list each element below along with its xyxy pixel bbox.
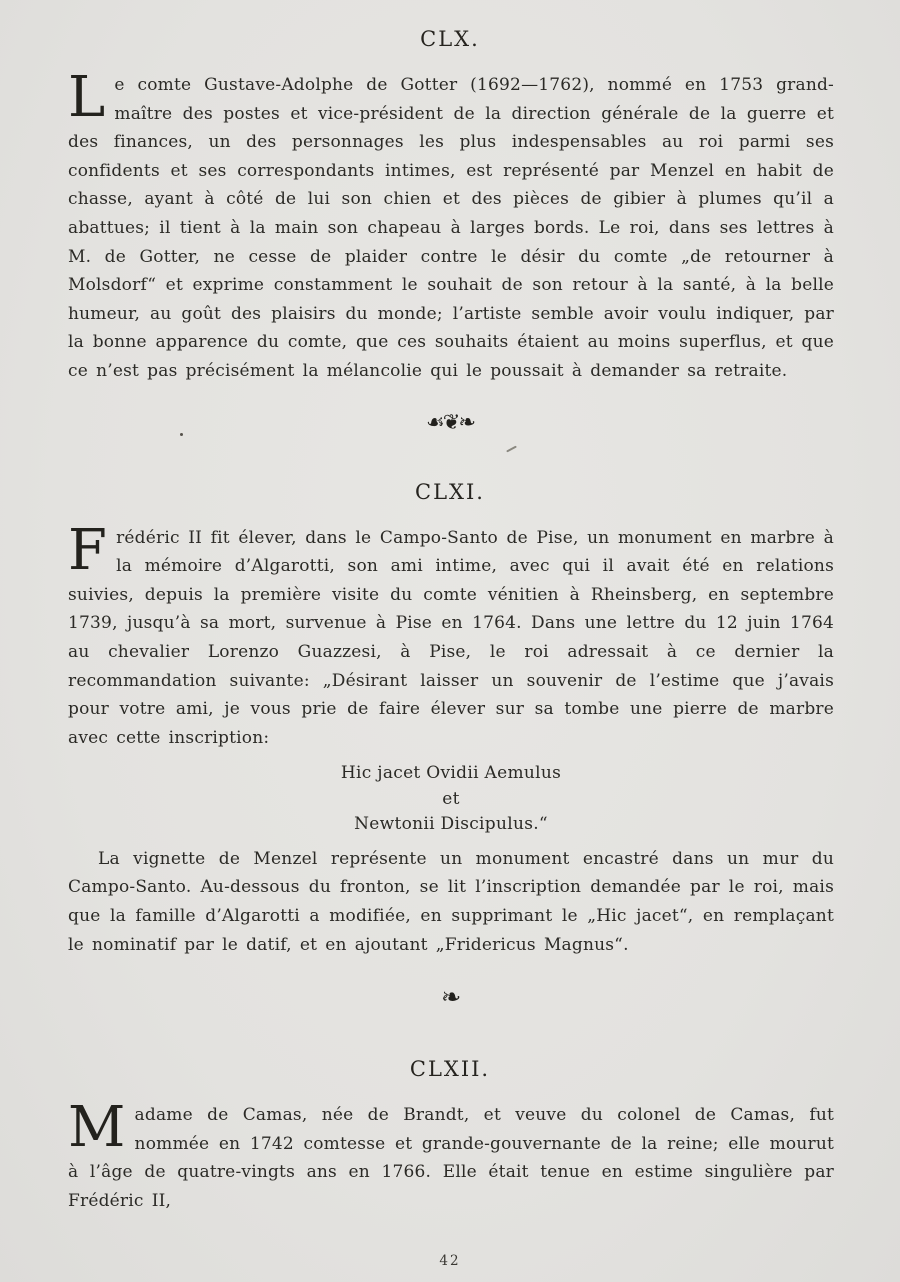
paragraph-clxii (68, 1095, 834, 1215)
paragraph-text: adame de Camas, née de Brandt, et veuve du colonel de Camas, fut nommée en 1742 comtesse et grande-gouvernante de la reine; elle mourut à l’âge de quatre-vingts ans en 1766. Elle était tenue en estime singulière par Frédéric II, (68, 1105, 834, 1211)
page-number: 42 (439, 1253, 461, 1269)
ornament-row-2 (0, 983, 900, 1011)
inscription-line-3: Newtonii Discipulus.“ (354, 814, 548, 835)
text-column (0, 65, 900, 386)
dropcap-letter: F (68, 517, 108, 583)
inscription-line-2: et (442, 788, 460, 809)
ornament-row-1 (0, 410, 900, 434)
text-column (0, 1095, 900, 1215)
paragraph-text: e comte Gustave-Adolphe de Gotter (1692—1762), nommé en 1753 grand-maître des postes et vice-président de la direction générale de la guerre et des finances, un des personnages les plus indespensables au roi parmi ses confidents et ses correspondants intimes, est représenté par Menzel en habit de chasse, ayant à côté de lui son chien et des pièces de gibier à plumes qu’il a abattues; il tient à la main son chapeau à larges bords. Le roi, dans ses lettres à M. de Gotter, ne cesse de plaider contre le désir du comte „de retourner à Molsdorf“ et exprime constamment le souhait de son retour à la santé, à la belle humeur, au goût des plaisirs du monde; l’artiste semble avoir voulu indiquer, par la bonne apparence du comte, que ces souhaits étaient au moins superflus, et que ce n’est pas précisément la mélancolie qui le poussait à demander sa retraite. (68, 75, 834, 381)
dropcap-letter: L (68, 65, 106, 130)
section-heading-clxii: CLXII. (409, 1057, 491, 1082)
inscription-line-1: Hic jacet Ovidii Aemulus (340, 763, 562, 784)
paragraph-clxi (68, 517, 834, 753)
floral-ornament-icon: ☙❦❧ (425, 409, 475, 434)
dropcap-letter: M (68, 1095, 126, 1161)
spacer (0, 454, 900, 480)
section-clx (0, 27, 900, 386)
text-column (0, 517, 900, 960)
spacer (0, 1031, 900, 1057)
section-clxi (0, 480, 900, 960)
section-heading-clx: CLX. (420, 27, 480, 51)
epitaph-inscription (68, 761, 834, 838)
ink-scratch-mark (506, 446, 517, 453)
book-page (0, 27, 900, 1282)
section-clxii (0, 1057, 900, 1215)
paragraph-text: rédéric II fit élever, dans le Campo-Santo de Pise, un monument en marbre à la mémoire d’Algarotti, son ami intime, avec qui il avait été en relations suivies, depuis la première visite du comte vénitien à Rheinsberg, en septembre 1739, jusqu’à sa mort, survenue à Pise en 1764. Dans une lettre du 12 juin 1764 au chevalier Lorenzo Guazzesi, à Pise, le roi adressait à ce dernier la recommandation suivante: „Désirant laisser un souvenir de l’estime que j’avais pour votre ami, je vous prie de faire élever sur sa tombe une pierre de marbre avec cette inscription: (68, 527, 834, 748)
section-heading-clxi: CLXI. (415, 479, 485, 504)
paragraph-text: La vignette de Menzel représente un monument encastré dans un mur du Campo-Santo. Au-dessous du fronton, se lit l’inscription demandée par le roi, mais que la famille d’Algarotti a modifiée, en supprimant le „Hic jacet“, en remplaçant le nominatif par le datif, et en ajoutant „Fridericus Magnus“. (68, 848, 834, 955)
leaf-ornament-icon: ❧ (440, 983, 460, 1012)
paragraph-clx (68, 65, 834, 386)
paragraph-clxi-2 (68, 845, 834, 959)
